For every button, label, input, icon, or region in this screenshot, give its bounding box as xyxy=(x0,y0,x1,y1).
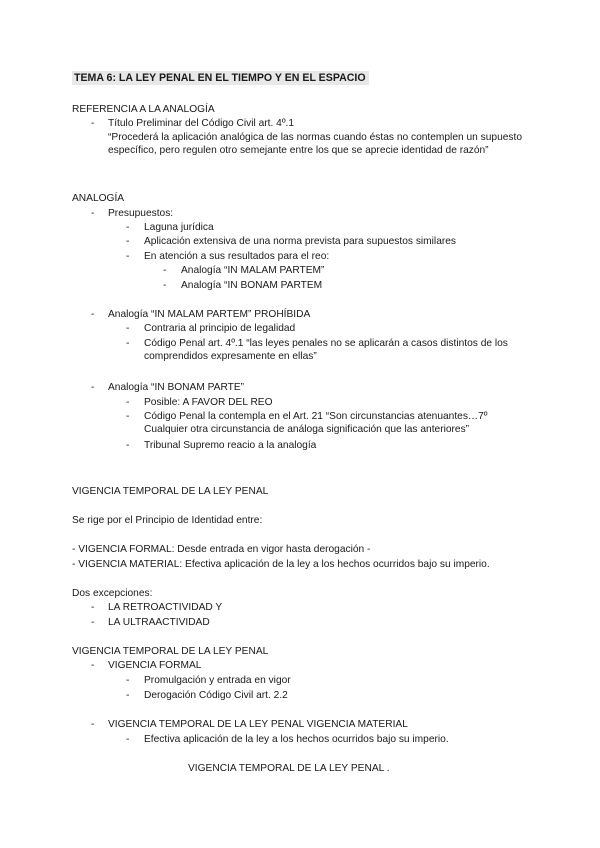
section-heading-referencia: REFERENCIA A LA ANALOGÍA xyxy=(72,104,215,115)
bullet-dash: - xyxy=(91,719,95,730)
paragraph: - VIGENCIA FORMAL: Desde entrada en vigor hasta derogación - xyxy=(72,544,371,555)
list-item: Título Preliminar del Código Civil art. 4º.1 xyxy=(108,118,295,129)
bullet-dash: - xyxy=(91,382,95,393)
bullet-dash: - xyxy=(91,602,95,613)
list-item: Código Penal la contempla en el Art. 21 “Son circunstancias atenuantes…7º Cualquier otra circunstancia de análoga significación que las anteriores” xyxy=(144,411,488,435)
list-item: Aplicación extensiva de una norma prevista para supuestos similares xyxy=(144,236,457,247)
bullet-dash: - xyxy=(126,251,130,262)
bullet-dash: - xyxy=(91,208,95,219)
list-item: Analogía “IN BONAM PARTEM xyxy=(181,280,323,291)
bullet-dash: - xyxy=(126,338,130,349)
bullet-dash: - xyxy=(91,118,95,129)
bullet-dash: - xyxy=(91,660,95,671)
bullet-dash: - xyxy=(126,440,130,451)
list-item: Efectiva aplicación de la ley a los hechos ocurridos bajo su imperio. xyxy=(144,734,449,745)
list-item: LA ULTRAACTIVIDAD xyxy=(108,617,210,628)
list-item: En atención a sus resultados para el reo: xyxy=(144,251,330,262)
bullet-dash: - xyxy=(126,222,130,233)
page-title: TEMA 6: LA LEY PENAL EN EL TIEMPO Y EN EL ESPACIO xyxy=(72,71,369,85)
footer-text: VIGENCIA TEMPORAL DE LA LEY PENAL . xyxy=(188,763,390,774)
list-item: Código Penal art. 4º.1 “las leyes penales no se aplicarán a casos distintos de los comprendidos expresamente en ellas” xyxy=(144,338,508,362)
bullet-dash: - xyxy=(126,675,130,686)
bullet-dash: - xyxy=(163,280,167,291)
bullet-dash: - xyxy=(126,323,130,334)
list-item: Tribunal Supremo reacio a la analogía xyxy=(144,440,317,451)
section-heading-vigencia: VIGENCIA TEMPORAL DE LA LEY PENAL xyxy=(72,486,269,497)
section-heading-vigencia-2: VIGENCIA TEMPORAL DE LA LEY PENAL xyxy=(72,646,269,657)
bullet-dash: - xyxy=(126,690,130,701)
bullet-dash: - xyxy=(91,617,95,628)
list-item: Derogación Código Civil art. 2.2 xyxy=(144,690,288,701)
bullet-dash: - xyxy=(126,411,130,422)
list-item: Analogía “IN MALAM PARTEM” xyxy=(181,265,325,276)
bullet-dash: - xyxy=(126,236,130,247)
list-item: Analogía “IN MALAM PARTEM” PROHÍBIDA xyxy=(108,309,311,320)
list-item: Promulgación y entrada en vigor xyxy=(144,675,291,686)
bullet-dash: - xyxy=(163,265,167,276)
list-item: VIGENCIA FORMAL xyxy=(108,660,202,671)
paragraph: - VIGENCIA MATERIAL: Efectiva aplicación de la ley a los hechos ocurridos bajo su imperio. xyxy=(72,559,490,570)
list-item: Laguna jurídica xyxy=(144,222,214,233)
section-heading-analogia: ANALOGÍA xyxy=(72,193,125,204)
list-item: Analogía “IN BONAM PARTE” xyxy=(108,382,245,393)
bullet-dash: - xyxy=(126,397,130,408)
list-item: Posible: A FAVOR DEL REO xyxy=(144,397,273,408)
paragraph: Se rige por el Principio de Identidad entre: xyxy=(72,515,263,526)
bullet-dash: - xyxy=(126,734,130,745)
paragraph: Dos excepciones: xyxy=(72,588,153,599)
list-item: Contraria al principio de legalidad xyxy=(144,323,296,334)
analogy-quote: “Procederá la aplicación analógica de las normas cuando éstas no contemplen un supuesto específico, pero regulen otro semejante entre los que se aprecie identidad de razón” xyxy=(108,132,522,156)
list-item: Presupuestos: xyxy=(108,208,174,219)
bullet-dash: - xyxy=(91,309,95,320)
list-item: VIGENCIA TEMPORAL DE LA LEY PENAL VIGENCIA MATERIAL xyxy=(108,719,408,730)
list-item: LA RETROACTIVIDAD Y xyxy=(108,602,223,613)
